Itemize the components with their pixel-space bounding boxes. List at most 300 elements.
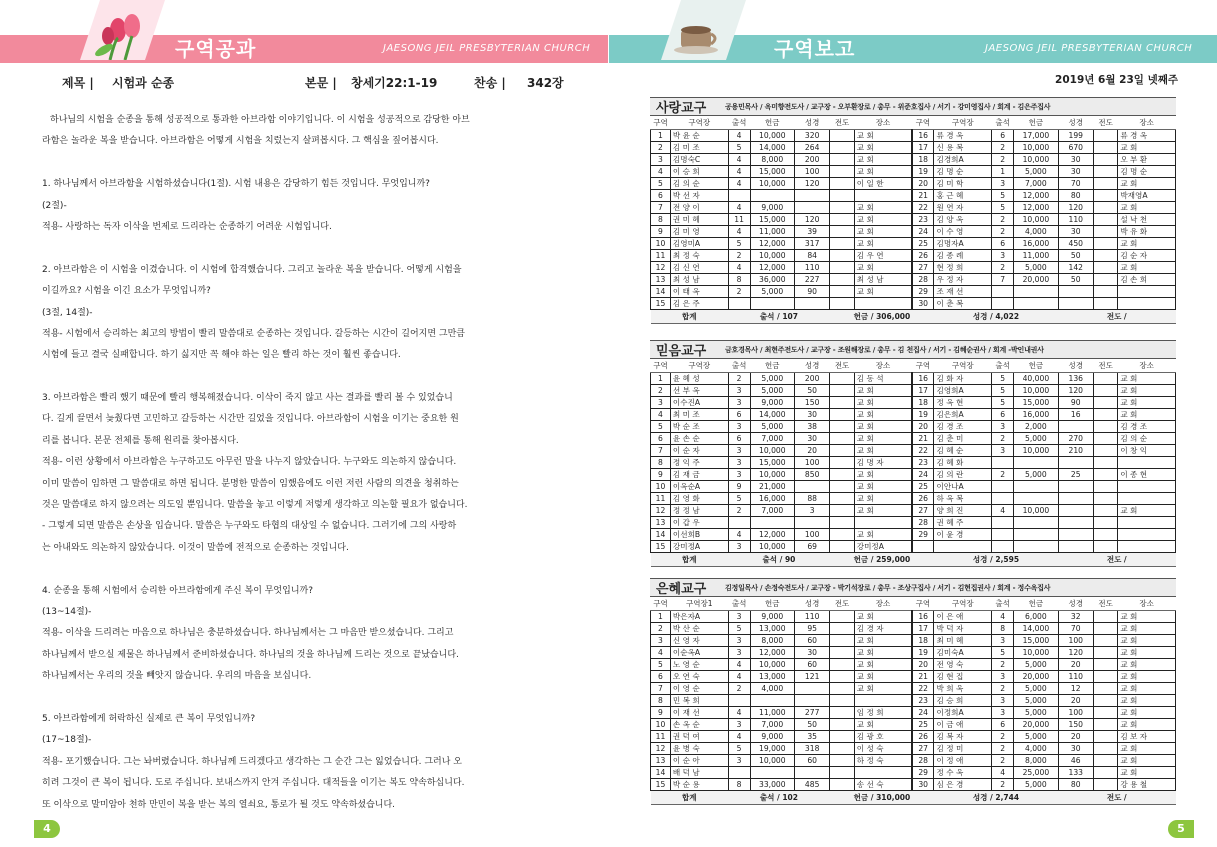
table-cell: 3 — [728, 718, 750, 730]
table-cell: 120 — [1058, 384, 1093, 396]
table-cell — [830, 372, 854, 384]
table-cell: 110 — [1058, 213, 1093, 225]
district-name: 은혜교구 — [656, 582, 707, 597]
table-cell: 김 현 집 — [934, 670, 992, 682]
table-cell: 6 — [728, 408, 750, 420]
table-cell — [794, 189, 829, 201]
column-header: 장소 — [854, 116, 912, 129]
column-header: 헌금 — [1014, 116, 1058, 129]
table-cell: 5 — [728, 237, 750, 249]
sermon-header — [62, 74, 582, 92]
table-cell: 318 — [794, 742, 829, 754]
table-cell: 4 — [992, 766, 1014, 778]
table-cell — [1093, 225, 1117, 237]
table-cell: 5,000 — [1014, 730, 1058, 742]
table-cell: 김 경 조 — [1118, 420, 1176, 432]
table-cell — [830, 285, 854, 297]
table-cell: 하 정 숙 — [854, 754, 912, 766]
table-cell: 4 — [651, 408, 671, 420]
table-cell — [1014, 516, 1058, 528]
table-cell: 22 — [912, 444, 934, 456]
table-cell: 4 — [728, 261, 750, 273]
table-cell — [830, 682, 854, 694]
sermon-title: 시험과 순종 — [112, 76, 175, 90]
column-header: 출석 — [992, 116, 1014, 129]
table-cell: 13 — [651, 754, 671, 766]
table-cell — [1093, 444, 1117, 456]
table-row — [651, 622, 1176, 634]
table-cell: 10,000 — [750, 129, 794, 141]
table-cell: 6 — [992, 237, 1014, 249]
table-cell: 8 — [651, 213, 671, 225]
table-cell: 100 — [794, 456, 829, 468]
table-cell: 김 보 자 — [1118, 730, 1176, 742]
lesson-line: 히려 그것이 큰 복이 됩니다. 도로 주십니다. 보내스까지 안겨 주십니다. 대적들을 이기는 복도 약속하십니다. — [42, 778, 465, 789]
table-cell — [1014, 297, 1058, 309]
table-cell: 22 — [912, 682, 934, 694]
table-cell: 이 종 현 — [1118, 468, 1176, 480]
table-cell: 김 손 희 — [1118, 273, 1176, 285]
table-cell — [830, 540, 854, 552]
table-cell: 10,000 — [750, 249, 794, 261]
table-cell: 20,000 — [1014, 718, 1058, 730]
total-offering: 헌금 / 259,000 — [830, 552, 934, 566]
lesson-line: 것은 말씀대로 하지 않으려는 의도일 뿐입니다. 말씀을 놓고 이렇게 저렇게 생각하고 의논할 필요가 없습니다. — [42, 500, 468, 511]
column-header: 장소 — [854, 359, 912, 372]
table-cell: 13 — [651, 273, 671, 285]
table-cell: 11,000 — [750, 706, 794, 718]
table-cell: 5,000 — [750, 420, 794, 432]
table-cell: 120 — [1058, 201, 1093, 213]
table-cell — [1093, 141, 1117, 153]
table-cell: 88 — [794, 492, 829, 504]
table-cell: 121 — [794, 670, 829, 682]
table-cell: 4,000 — [1014, 225, 1058, 237]
table-cell: 2 — [992, 742, 1014, 754]
table-cell — [1058, 480, 1093, 492]
table-cell: 김 순 자 — [1118, 249, 1176, 261]
table-cell: 김 명 순 — [934, 165, 992, 177]
table-cell: 19 — [912, 646, 934, 658]
table-cell: 3 — [728, 420, 750, 432]
table-cell: 임 정 희 — [854, 706, 912, 718]
table-cell: 25 — [912, 718, 934, 730]
total-bible: 성경 / 4,022 — [934, 309, 1058, 323]
table-cell: 21 — [912, 189, 934, 201]
table-cell: 10,000 — [750, 658, 794, 670]
table-cell: 교 회 — [1118, 766, 1176, 778]
table-cell: 29 — [912, 766, 934, 778]
table-cell: 박 윤 순 — [670, 129, 728, 141]
table-cell: 김영희A — [934, 384, 992, 396]
table-row — [651, 742, 1176, 754]
table-cell: 교 회 — [1118, 670, 1176, 682]
table-cell — [830, 718, 854, 730]
table-cell: 2 — [728, 372, 750, 384]
column-header: 출석 — [992, 359, 1014, 372]
right-banner-english: JAESONG JEIL PRESBYTERIAN CHURCH — [985, 43, 1193, 54]
table-cell: 13 — [651, 516, 671, 528]
table-cell — [830, 189, 854, 201]
hymn-number: 342장 — [527, 76, 564, 90]
table-cell — [992, 540, 1014, 552]
table-cell — [1014, 285, 1058, 297]
table-cell: 3 — [728, 384, 750, 396]
district-staff: 공용민목사 / 옥미향전도사 / 교구장 - 오부환장로 / 총무 - 위준호집사 / 서기 - 강미영집사 / 회계 - 김은주집사 — [725, 102, 1051, 111]
table-cell — [1093, 646, 1117, 658]
table-cell: 이 성 숙 — [854, 742, 912, 754]
table-cell: 2 — [728, 682, 750, 694]
table-cell: 김영미A — [670, 237, 728, 249]
lesson-body — [42, 110, 582, 816]
total-evangelism: 전도 / — [1058, 790, 1175, 804]
table-row — [651, 141, 1176, 153]
lesson-line: 2. 아브라함은 이 시험을 이겼습니다. 이 시험에 합격했습니다. 그리고 놀라운 복을 받습니다. 어떻게 시험을 — [42, 264, 462, 275]
table-cell — [728, 766, 750, 778]
column-header: 구역장 — [934, 597, 992, 610]
table-cell: 100 — [1058, 706, 1093, 718]
table-cell: 교 회 — [854, 504, 912, 516]
table-row — [651, 297, 1176, 309]
table-cell: 교 회 — [854, 165, 912, 177]
table-row — [651, 432, 1176, 444]
table-cell: 권 혜 주 — [934, 516, 992, 528]
table-cell — [830, 165, 854, 177]
table-cell — [992, 285, 1014, 297]
table-cell — [830, 249, 854, 261]
column-header: 전도 — [830, 359, 854, 372]
table-cell: 이 순 아 — [670, 754, 728, 766]
table-cell — [750, 297, 794, 309]
column-header: 성경 — [794, 597, 829, 610]
table-cell: 20 — [1058, 694, 1093, 706]
table-cell: 3 — [992, 634, 1014, 646]
table-cell: 6 — [728, 432, 750, 444]
table-cell: 신 영 자 — [670, 634, 728, 646]
table-cell: 교 회 — [1118, 634, 1176, 646]
table-cell: 4 — [992, 504, 1014, 516]
table-cell — [1093, 528, 1117, 540]
table-cell: 3 — [728, 646, 750, 658]
column-header: 출석 — [728, 597, 750, 610]
district-report-section — [650, 340, 1176, 567]
table-cell: 5 — [728, 622, 750, 634]
table-cell: 20 — [794, 444, 829, 456]
table-cell: 23 — [912, 456, 934, 468]
table-cell: 윤 손 순 — [670, 432, 728, 444]
table-cell: 14,000 — [750, 408, 794, 420]
table-cell: 교 회 — [854, 396, 912, 408]
table-cell: 김 미 학 — [934, 177, 992, 189]
table-cell: 80 — [1058, 778, 1093, 790]
table-cell: 24 — [912, 706, 934, 718]
table-cell: 15,000 — [750, 165, 794, 177]
total-attendance: 출석 / 107 — [728, 309, 830, 323]
table-cell: 11 — [651, 492, 671, 504]
table-row — [651, 670, 1176, 682]
table-cell — [1058, 492, 1093, 504]
table-cell: 80 — [1058, 189, 1093, 201]
table-cell: 이 창 익 — [1118, 444, 1176, 456]
table-cell: 교 회 — [854, 261, 912, 273]
column-header: 헌금 — [1014, 359, 1058, 372]
total-attendance: 출석 / 90 — [728, 552, 830, 566]
table-cell: 정 옥 현 — [934, 396, 992, 408]
total-label: 합계 — [651, 309, 729, 323]
table-cell: 이 순 자 — [670, 444, 728, 456]
table-cell: 150 — [794, 396, 829, 408]
table-cell: 교 회 — [854, 213, 912, 225]
table-cell — [830, 528, 854, 540]
table-cell: 윤 병 숙 — [670, 742, 728, 754]
column-header: 구역장 — [670, 359, 728, 372]
column-header: 구역장 — [934, 359, 992, 372]
table-cell — [1014, 492, 1058, 504]
table-cell: 20 — [912, 658, 934, 670]
table-cell: 50 — [794, 384, 829, 396]
left-page — [0, 0, 608, 847]
table-cell: 교 회 — [1118, 754, 1176, 766]
table-cell: 교 회 — [854, 384, 912, 396]
table-cell: 권 덕 여 — [670, 730, 728, 742]
table-cell — [794, 766, 829, 778]
table-cell: 7 — [651, 444, 671, 456]
table-cell: 20 — [912, 177, 934, 189]
table-cell: 현 정 희 — [934, 261, 992, 273]
table-cell: 3 — [992, 177, 1014, 189]
table-cell: 28 — [912, 273, 934, 285]
table-cell: 17 — [912, 141, 934, 153]
column-header: 구역 — [912, 359, 934, 372]
table-cell: 95 — [794, 622, 829, 634]
table-cell: 25,000 — [1014, 766, 1058, 778]
lesson-line: 이길까요? 시험을 이긴 요소가 무엇입니까? — [42, 286, 211, 297]
column-header: 헌금 — [750, 359, 794, 372]
table-cell: 이 승 희 — [670, 165, 728, 177]
table-cell: 교 회 — [1118, 408, 1176, 420]
table-cell: 227 — [794, 273, 829, 285]
district-header — [650, 578, 1176, 597]
lesson-line: - 그렇게 되면 말씀은 손상을 입습니다. 말씀은 누구와도 타협의 대상일 수 없습니다. 그러기에 그의 사랑하 — [42, 521, 457, 532]
table-cell: 70 — [1058, 177, 1093, 189]
total-attendance: 출석 / 102 — [728, 790, 830, 804]
table-cell: 류 경 옥 — [1118, 129, 1176, 141]
table-cell: 100 — [794, 165, 829, 177]
table-cell — [794, 516, 829, 528]
table-cell: 850 — [794, 468, 829, 480]
table-cell: 10,000 — [1014, 646, 1058, 658]
table-cell: 박 유 화 — [1118, 225, 1176, 237]
table-cell: 7 — [651, 682, 671, 694]
table-cell: 100 — [1058, 634, 1093, 646]
table-cell: 교 회 — [854, 141, 912, 153]
table-cell — [1093, 372, 1117, 384]
table-row — [651, 237, 1176, 249]
table-cell — [750, 766, 794, 778]
table-cell — [1093, 742, 1117, 754]
table-cell: 3 — [992, 420, 1014, 432]
table-cell: 14 — [651, 528, 671, 540]
table-cell: 16,000 — [1014, 237, 1058, 249]
table-cell: 20,000 — [1014, 273, 1058, 285]
table-cell — [1093, 261, 1117, 273]
table-cell: 김명자A — [934, 237, 992, 249]
table-cell: 60 — [794, 754, 829, 766]
table-row — [651, 658, 1176, 670]
table-cell: 박 순 용 — [670, 778, 728, 790]
table-cell: 3 — [728, 540, 750, 552]
table-cell: 이안나A — [934, 480, 992, 492]
table-cell: 3 — [992, 694, 1014, 706]
column-header: 헌금 — [1014, 597, 1058, 610]
table-cell: 김 명 자 — [854, 456, 912, 468]
table-cell: 3 — [992, 706, 1014, 718]
table-cell: 교 회 — [1118, 372, 1176, 384]
table-cell — [1014, 456, 1058, 468]
table-cell — [1014, 528, 1058, 540]
table-cell: 199 — [1058, 129, 1093, 141]
lesson-line: 3. 아브라함은 빨리 했기 때문에 빨리 행복해졌습니다. 이삭이 죽지 않고 사는 결과를 빨리 볼 수 있었습니 — [42, 393, 453, 404]
table-cell: 5,000 — [1014, 778, 1058, 790]
table-cell — [830, 177, 854, 189]
table-cell — [1093, 622, 1117, 634]
table-cell — [830, 297, 854, 309]
table-cell: 최 성 남 — [854, 273, 912, 285]
table-cell — [1058, 285, 1093, 297]
table-cell — [830, 670, 854, 682]
paragraph-gap — [42, 238, 582, 259]
table-row — [651, 456, 1176, 468]
table-cell: 6 — [992, 408, 1014, 420]
table-cell: 24 — [912, 225, 934, 237]
table-cell — [1118, 540, 1176, 552]
table-cell: 12,000 — [750, 528, 794, 540]
table-cell — [1093, 540, 1117, 552]
column-header: 구역장1 — [670, 597, 728, 610]
table-cell: 69 — [794, 540, 829, 552]
total-bible: 성경 / 2,744 — [934, 790, 1058, 804]
table-cell: 이 일 한 — [854, 177, 912, 189]
table-cell: 최 정 숙 — [670, 249, 728, 261]
table-cell: 4,000 — [750, 682, 794, 694]
table-cell: 김미숙A — [934, 646, 992, 658]
column-header: 장소 — [1118, 359, 1176, 372]
district-header — [650, 340, 1176, 359]
table-cell: 50 — [794, 718, 829, 730]
table-row — [651, 610, 1176, 622]
table-cell: 이 갑 우 — [670, 516, 728, 528]
left-banner-english: JAESONG JEIL PRESBYTERIAN CHURCH — [383, 43, 591, 54]
table-row — [651, 384, 1176, 396]
table-cell: 60 — [794, 634, 829, 646]
table-cell: 11,000 — [1014, 249, 1058, 261]
table-cell: 12,000 — [1014, 189, 1058, 201]
table-cell — [830, 468, 854, 480]
lesson-line: 적용- 시험에서 승리하는 최고의 방법이 빨리 말씀대로 순종하는 것입니다. 갈등하는 시간이 길어지면 그만큼 — [42, 328, 465, 339]
column-header: 헌금 — [750, 597, 794, 610]
lesson-line: 이미 말씀이 임하면 그 말씀대로 하면 됩니다. 분명한 말씀이 임했음에도 이런 저런 사람의 의견을 청취하는 — [42, 478, 459, 489]
table-cell: 이 금 애 — [934, 718, 992, 730]
table-cell — [1093, 766, 1117, 778]
table-cell: 277 — [794, 706, 829, 718]
table-cell: 264 — [794, 141, 829, 153]
table-cell: 교 회 — [1118, 658, 1176, 670]
table-cell: 15 — [651, 778, 671, 790]
table-cell: 90 — [794, 285, 829, 297]
table-cell: 김 재 금 — [670, 468, 728, 480]
table-cell: 5,000 — [750, 372, 794, 384]
table-cell — [830, 213, 854, 225]
table-cell: 5 — [992, 384, 1014, 396]
table-cell — [750, 516, 794, 528]
table-cell: 이 영 순 — [670, 682, 728, 694]
table-cell — [1093, 754, 1117, 766]
paragraph-gap — [42, 367, 582, 388]
table-cell: 110 — [794, 261, 829, 273]
table-cell: 12 — [651, 504, 671, 516]
table-cell: 4,000 — [1014, 742, 1058, 754]
table-cell: 25 — [1058, 468, 1093, 480]
table-cell: 교 회 — [1118, 646, 1176, 658]
lesson-line: (3절, 14절)- — [42, 307, 93, 318]
table-cell — [830, 492, 854, 504]
table-row — [651, 213, 1176, 225]
table-cell: 5 — [651, 658, 671, 670]
table-cell: 120 — [1058, 646, 1093, 658]
table-cell: 교 회 — [854, 285, 912, 297]
totals-row — [651, 309, 1176, 323]
table-cell: 김 경 조 — [934, 420, 992, 432]
table-row — [651, 261, 1176, 273]
district-header — [650, 97, 1176, 116]
table-cell — [1093, 273, 1117, 285]
table-cell: 우 정 자 — [934, 273, 992, 285]
paragraph-gap — [42, 688, 582, 709]
table-cell: 교 회 — [854, 634, 912, 646]
table-cell — [1058, 297, 1093, 309]
table-cell: 17 — [912, 384, 934, 396]
table-cell: 김 신 연 — [670, 261, 728, 273]
table-cell: 10 — [651, 480, 671, 492]
table-cell: 2 — [728, 249, 750, 261]
table-cell — [794, 297, 829, 309]
table-cell: 권 미 혜 — [670, 213, 728, 225]
lesson-line: 하나님께서는 우리의 것을 빼앗지 않습니다. 우리의 마음을 보십니다. — [42, 671, 312, 682]
table-cell: 2 — [992, 658, 1014, 670]
table-cell — [830, 480, 854, 492]
table-row — [651, 396, 1176, 408]
table-cell — [830, 261, 854, 273]
table-cell: 2 — [992, 225, 1014, 237]
table-cell — [750, 694, 794, 706]
table-cell: 4 — [651, 165, 671, 177]
table-row — [651, 408, 1176, 420]
table-cell: 3 — [651, 153, 671, 165]
table-cell: 교 회 — [854, 153, 912, 165]
lesson-line: 또 이삭으로 말미암아 천하 만민이 복을 받는 복의 열쇠요, 통로가 될 것도 약속하셨습니다. — [42, 799, 396, 810]
table-cell — [830, 516, 854, 528]
table-cell — [830, 504, 854, 516]
table-cell — [1093, 237, 1117, 249]
column-header: 구역 — [651, 359, 671, 372]
table-cell: 교 회 — [1118, 718, 1176, 730]
totals-row — [651, 790, 1176, 804]
table-cell: 5,000 — [1014, 432, 1058, 444]
table-cell: 교 회 — [854, 480, 912, 492]
table-cell: 김 은 주 — [670, 297, 728, 309]
table-cell: 15,000 — [750, 456, 794, 468]
table-row — [651, 285, 1176, 297]
